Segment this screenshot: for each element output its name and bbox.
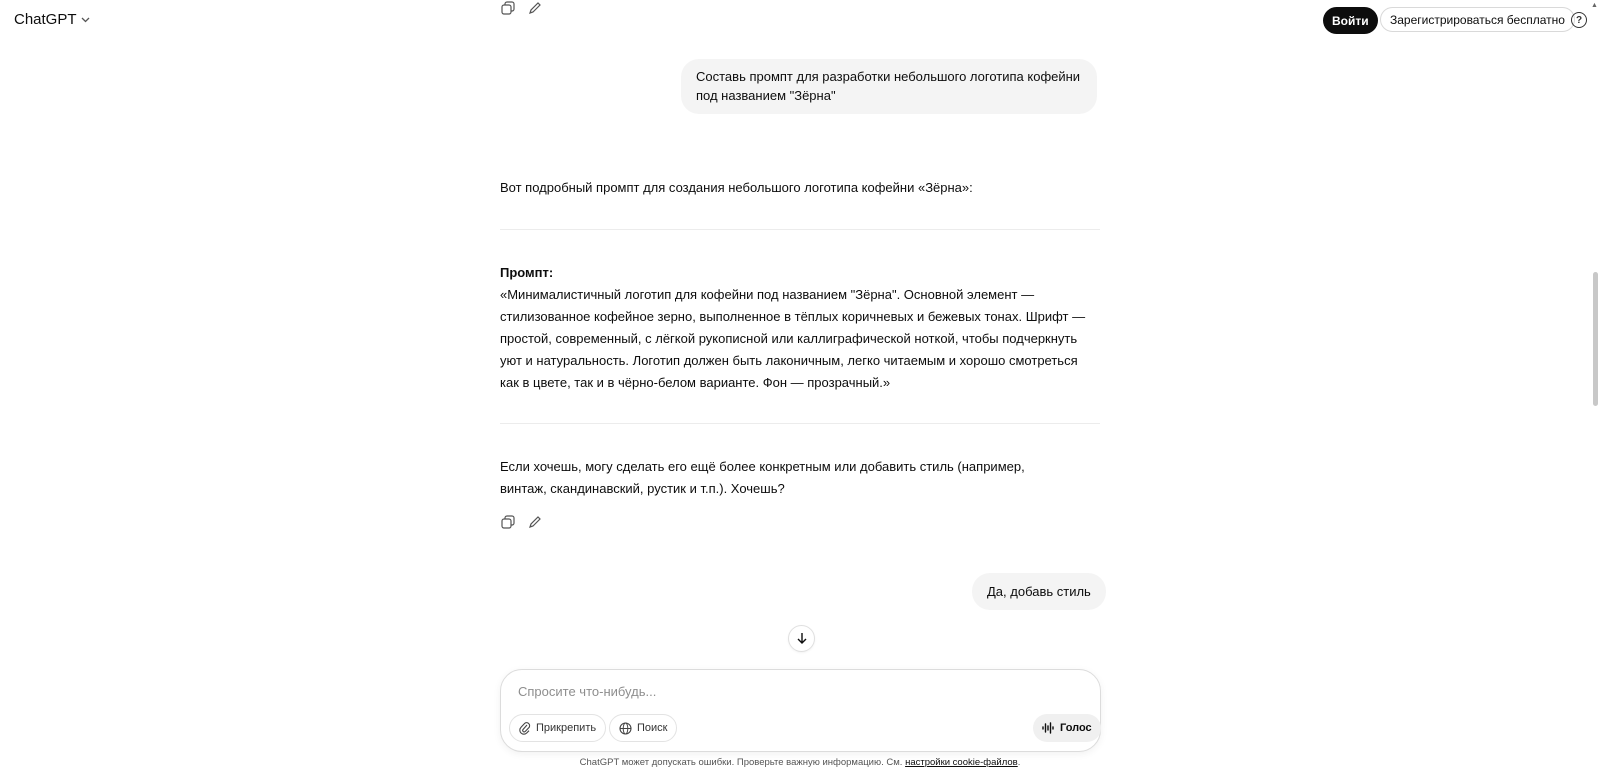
prompt-text: «Минималистичный логотип для кофейни под названием "Зёрна". Основной элемент — стилизованное кофейное зерно, выполненное в тёплых коричневых и бежевых тонах. Шрифт — простой, современный, с лёгкой рукописной или каллиграфической ноткой, чтобы подчеркнуть уют и натуральность. Логотип должен быть лаконичным, легко читаемым и хорошо смотреться как в цвете, так и в чёрно-белом варианте. Фон — прозрачный.» <box>500 287 1086 390</box>
help-icon[interactable]: ? <box>1571 12 1587 28</box>
assistant-intro: Вот подробный промпт для создания небольшого логотипа кофейни «Зёрна»: <box>500 180 973 195</box>
scroll-up-arrow-icon[interactable]: ▲ <box>1591 2 1598 9</box>
search-button[interactable] <box>609 714 677 742</box>
edit-icon[interactable] <box>527 0 543 16</box>
cookie-settings-link[interactable]: настройки cookie-файлов <box>905 757 1018 768</box>
voice-label: Голос <box>1060 722 1092 734</box>
disclaimer-text: ChatGPT может допускать ошибки. Проверьте важную информацию. См. <box>579 757 906 768</box>
user-message-text: Да, добавь стиль <box>987 584 1091 599</box>
copy-icon[interactable] <box>500 514 516 530</box>
composer <box>500 669 1101 752</box>
user-message <box>972 573 1106 610</box>
assistant-followup: Если хочешь, могу сделать его ещё более конкретным или добавить стиль (например, винтаж, скандинавский, рустик и т.п.). Хочешь? <box>500 459 1025 496</box>
top-bar <box>0 0 1600 40</box>
voice-button[interactable] <box>1033 714 1101 742</box>
arrow-down-icon <box>796 632 808 645</box>
message-actions-top <box>500 0 543 16</box>
voice-waveform-icon <box>1042 722 1054 734</box>
copy-icon[interactable] <box>500 0 516 16</box>
disclaimer-end: . <box>1017 757 1021 768</box>
signup-button[interactable]: Зарегистрироваться бесплатно <box>1380 7 1575 32</box>
globe-icon <box>619 722 632 735</box>
attach-label: Прикрепить <box>536 722 597 734</box>
user-message <box>681 59 1097 114</box>
scroll-down-button[interactable] <box>788 625 815 652</box>
footer-disclaimer <box>0 757 1600 768</box>
scrollbar[interactable] <box>1590 0 1600 774</box>
model-switcher[interactable] <box>14 11 90 28</box>
message-input[interactable] <box>516 683 1080 700</box>
chevron-down-icon <box>81 15 90 26</box>
assistant-prompt-block <box>500 262 1100 394</box>
divider <box>500 229 1100 230</box>
scrollbar-thumb[interactable] <box>1593 272 1598 406</box>
edit-icon[interactable] <box>527 514 543 530</box>
login-button[interactable]: Войти <box>1323 7 1378 34</box>
paperclip-icon <box>519 722 531 735</box>
message-actions <box>500 514 543 530</box>
app-title: ChatGPT <box>14 11 77 28</box>
divider <box>500 423 1100 424</box>
prompt-label: Промпт: <box>500 265 554 280</box>
search-label: Поиск <box>637 722 668 734</box>
attach-button[interactable] <box>509 714 606 742</box>
user-message-text: Составь промпт для разработки небольшого логотипа кофейни под названием "Зёрна" <box>696 69 1081 103</box>
